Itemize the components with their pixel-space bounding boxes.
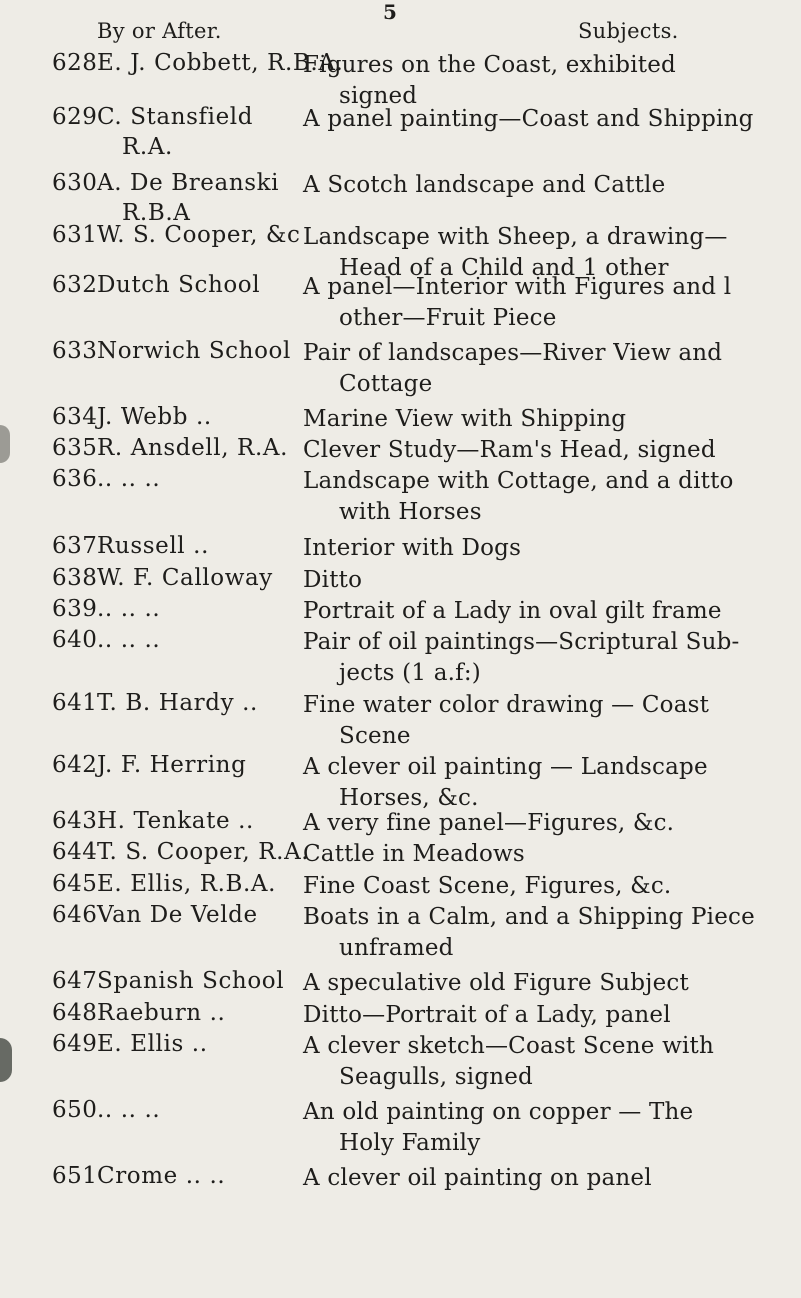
lot-number: 628 xyxy=(52,50,98,76)
lot-artist: .. .. .. xyxy=(97,466,161,492)
lot-number: 637 xyxy=(52,533,98,559)
margin-stain xyxy=(0,425,10,463)
lot-subject xyxy=(303,968,793,999)
lot-subject-line: A panel painting—Coast and Shipping xyxy=(303,106,754,132)
lot-artist: Russell .. xyxy=(97,533,209,559)
lot-number: 631 xyxy=(52,222,98,248)
lot-subject xyxy=(303,404,793,435)
lot-number: 639 xyxy=(52,596,98,622)
lot-subject-line: Boats in a Calm, and a Shipping Piece xyxy=(303,904,755,930)
lot-subject-line: Pair of landscapes—River View and xyxy=(303,340,723,366)
lot-number: 630 xyxy=(52,170,98,196)
lot-artist: Crome .. .. xyxy=(97,1163,226,1189)
lot-subject-line: A clever oil painting — Landscape xyxy=(303,754,708,780)
lot-number: 650 xyxy=(52,1097,98,1123)
lot-artist: T. B. Hardy .. xyxy=(97,690,258,716)
lot-subject xyxy=(303,435,793,466)
lot-artist-qualification: R.B.A xyxy=(122,200,191,226)
lot-subject xyxy=(303,466,793,528)
lot-number: 646 xyxy=(52,902,98,928)
lot-subject-line: Cattle in Meadows xyxy=(303,841,525,867)
lot-subject-continuation: with Horses xyxy=(339,499,482,525)
lot-subject xyxy=(303,627,793,689)
lot-artist: H. Tenkate .. xyxy=(97,808,254,834)
lot-subject xyxy=(303,871,793,902)
lot-subject-line: A very fine panel—Figures, &c. xyxy=(303,810,675,836)
lot-subject-continuation: signed xyxy=(339,83,418,109)
lot-artist: E. J. Cobbett, R.B.A. xyxy=(97,50,344,76)
lot-subject-continuation: Holy Family xyxy=(339,1130,481,1156)
lot-subject-line: Portrait of a Lady in oval gilt frame xyxy=(303,598,722,624)
lot-subject-line: A Scotch landscape and Cattle xyxy=(303,172,666,198)
lot-artist: Raeburn .. xyxy=(97,1000,226,1026)
lot-subject-continuation: Scene xyxy=(339,723,411,749)
lot-artist: W. S. Cooper, &c xyxy=(97,222,301,248)
lot-artist: J. F. Herring xyxy=(97,752,247,778)
lot-artist: C. Stansfield xyxy=(97,104,254,130)
lot-subject-continuation: Cottage xyxy=(339,371,433,397)
lot-subject xyxy=(303,1097,793,1159)
lot-number: 632 xyxy=(52,272,98,298)
lot-subject xyxy=(303,1031,793,1093)
lot-number: 634 xyxy=(52,404,98,430)
lot-artist: Spanish School xyxy=(97,968,285,994)
lot-subject-continuation: jects (1 a.f:) xyxy=(339,660,481,686)
column-header-subjects: Subjects. xyxy=(578,19,679,43)
lot-subject xyxy=(303,272,793,334)
lot-subject-line: Landscape with Cottage, and a ditto xyxy=(303,468,734,494)
lot-subject-line: Fine Coast Scene, Figures, &c. xyxy=(303,873,672,899)
lot-subject-continuation: Horses, &c. xyxy=(339,785,479,811)
lot-artist: R. Ansdell, R.A. xyxy=(97,435,288,461)
page-number: 5 xyxy=(383,0,397,24)
lot-subject xyxy=(303,808,793,839)
lot-artist: .. .. .. xyxy=(97,1097,161,1123)
lot-subject-line: A clever sketch—Coast Scene with xyxy=(303,1033,714,1059)
lot-subject xyxy=(303,50,793,112)
lot-number: 640 xyxy=(52,627,98,653)
lot-subject xyxy=(303,752,793,814)
lot-subject-line: Landscape with Sheep, a drawing— xyxy=(303,224,728,250)
lot-number: 645 xyxy=(52,871,98,897)
lot-number: 641 xyxy=(52,690,98,716)
lot-artist: Van De Velde xyxy=(97,902,258,928)
lot-number: 648 xyxy=(52,1000,98,1026)
lot-artist: A. De Breanski xyxy=(97,170,280,196)
lot-subject xyxy=(303,902,793,964)
lot-subject-line: Fine water color drawing — Coast xyxy=(303,692,710,718)
lot-artist: .. .. .. xyxy=(97,627,161,653)
lot-subject-continuation: unframed xyxy=(339,935,454,961)
lot-subject xyxy=(303,690,793,752)
lot-subject xyxy=(303,1000,793,1031)
lot-subject-line: Ditto—Portrait of a Lady, panel xyxy=(303,1002,671,1028)
lot-subject-line: A panel—Interior with Figures and l xyxy=(303,274,732,300)
lot-subject-line: Figures on the Coast, exhibited xyxy=(303,52,676,78)
lot-number: 633 xyxy=(52,338,98,364)
lot-subject xyxy=(303,596,793,627)
lot-artist: Dutch School xyxy=(97,272,261,298)
lot-artist-qualification: R.A. xyxy=(122,134,173,160)
lot-subject xyxy=(303,839,793,870)
lot-subject-line: A clever oil painting on panel xyxy=(303,1165,652,1191)
lot-number: 638 xyxy=(52,565,98,591)
lot-subject-line: Interior with Dogs xyxy=(303,535,522,561)
lot-number: 649 xyxy=(52,1031,98,1057)
lot-number: 643 xyxy=(52,808,98,834)
lot-artist: E. Ellis .. xyxy=(97,1031,208,1057)
lot-artist: .. .. .. xyxy=(97,596,161,622)
lot-number: 642 xyxy=(52,752,98,778)
lot-number: 635 xyxy=(52,435,98,461)
lot-artist: J. Webb .. xyxy=(97,404,212,430)
lot-subject xyxy=(303,533,793,564)
lot-subject-line: Marine View with Shipping xyxy=(303,406,627,432)
lot-subject xyxy=(303,170,793,201)
lot-subject-line: An old painting on copper — The xyxy=(303,1099,694,1125)
lot-subject-line: Ditto xyxy=(303,567,363,593)
lot-subject-continuation: other—Fruit Piece xyxy=(339,305,557,331)
lot-number: 647 xyxy=(52,968,98,994)
lot-subject xyxy=(303,104,793,135)
lot-subject-line: Clever Study—Ram's Head, signed xyxy=(303,437,716,463)
lot-subject xyxy=(303,1163,793,1194)
lot-subject-line: Pair of oil paintings—Scriptural Sub- xyxy=(303,629,740,655)
lot-artist: Norwich School xyxy=(97,338,291,364)
lot-number: 629 xyxy=(52,104,98,130)
lot-number: 644 xyxy=(52,839,98,865)
lot-subject-continuation: Seagulls, signed xyxy=(339,1064,533,1090)
lot-number: 636 xyxy=(52,466,98,492)
lot-number: 651 xyxy=(52,1163,98,1189)
lot-subject-continuation: Head of a Child and 1 other xyxy=(339,255,669,281)
column-header-by: By or After. xyxy=(97,19,222,43)
lot-subject-line: A speculative old Figure Subject xyxy=(303,970,689,996)
lot-subject xyxy=(303,338,793,400)
lot-artist: E. Ellis, R.B.A. xyxy=(97,871,277,897)
margin-stain xyxy=(0,1038,12,1082)
lot-subject xyxy=(303,565,793,596)
lot-artist: W. F. Calloway xyxy=(97,565,273,591)
lot-artist: T. S. Cooper, R.A. xyxy=(97,839,310,865)
